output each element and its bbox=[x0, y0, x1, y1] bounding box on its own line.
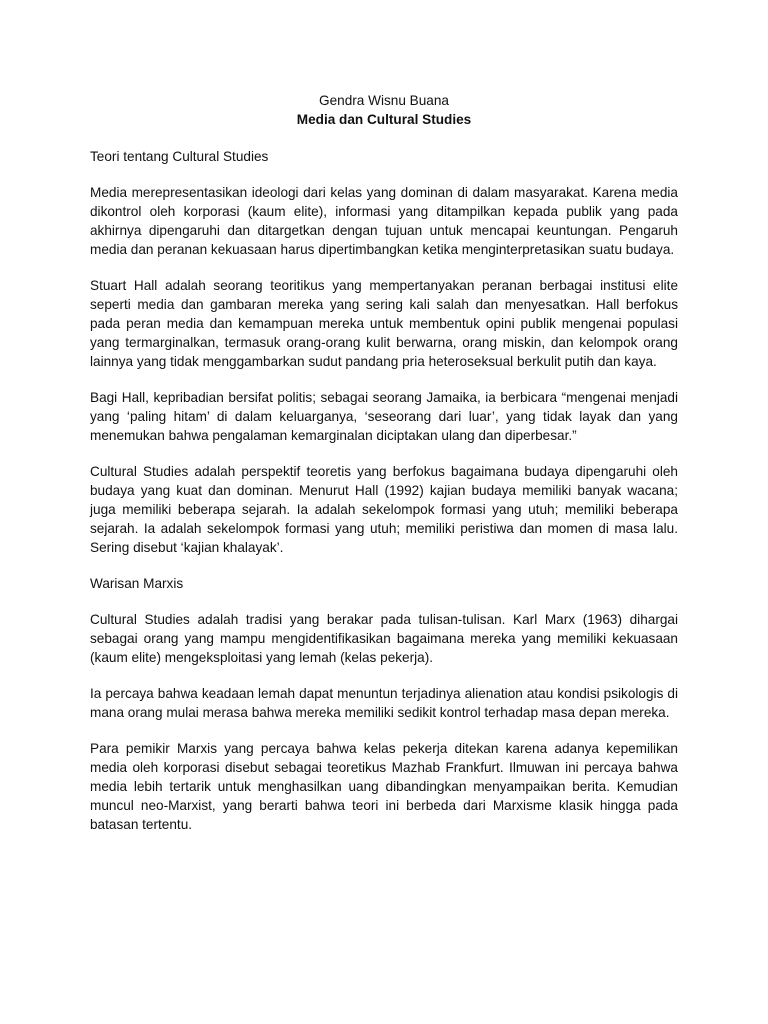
section-heading: Teori tentang Cultural Studies bbox=[90, 149, 269, 164]
paragraph: Ia percaya bahwa keadaan lemah dapat menuntun terjadinya alienation atau kondisi psikologis di mana orang mulai merasa bahwa mereka memiliki sedikit kontrol terhadap masa depan mereka. bbox=[90, 686, 678, 720]
document-title: Media dan Cultural Studies bbox=[296, 112, 472, 127]
paragraph: Cultural Studies adalah perspektif teoretis yang berfokus bagaimana budaya dipengaruhi oleh budaya yang kuat dan dominan. Menurut Hall (1992) kajian budaya memiliki banyak wacana; juga memiliki beberapa sejarah. Ia adalah sekelompok formasi yang utuh; memiliki beberapa sejarah. Ia adalah sekelompok formasi yang utuh; memiliki peristiwa dan momen di masa lalu. Sering disebut ‘kajian khalayak’. bbox=[90, 464, 678, 555]
paragraph: Cultural Studies adalah tradisi yang berakar pada tulisan-tulisan. Karl Marx (1963) dihargai sebagai orang yang mampu mengidentifikasikan bagaimana mereka yang memiliki kekuasaan (kaum elite) mengeksploitasi yang lemah (kelas pekerja). bbox=[90, 612, 678, 665]
paragraph: Para pemikir Marxis yang percaya bahwa kelas pekerja ditekan karena adanya kepemilikan media oleh korporasi disebut sebagai teoretikus Mazhab Frankfurt. Ilmuwan ini percaya bahwa media lebih tertarik untuk menghasilkan uang dibandingkan menyampaikan berita. Kemudian muncul neo-Marxist, yang berarti bahwa teori ini berbeda dari Marxisme klasik hingga pada batasan tertentu. bbox=[90, 741, 678, 832]
document-page bbox=[90, 91, 678, 834]
paragraph: Stuart Hall adalah seorang teoritikus yang mempertanyakan peranan berbagai institusi elite seperti media dan gambaran mereka yang sering kali salah dan menyesatkan. Hall berfokus pada peran media dan kemampuan mereka untuk membentuk opini publik mengenai populasi yang termarginalkan, termasuk orang-orang kulit berwarna, orang miskin, dan kelompok orang lainnya yang tidak menggambarkan sudut pandang pria heteroseksual berkulit putih dan kaya. bbox=[90, 278, 678, 369]
paragraph: Bagi Hall, kepribadian bersifat politis; sebagai seorang Jamaika, ia berbicara “mengenai menjadi yang ‘paling hitam’ di dalam keluarganya, ‘seseorang dari luar’, yang tidak layak dan yang menemukan bahwa pengalaman kemarginalan diciptakan ulang dan diperbesar.” bbox=[90, 390, 678, 443]
section-teori bbox=[90, 147, 678, 557]
paragraph: Media merepresentasikan ideologi dari kelas yang dominan di dalam masyarakat. Karena media dikontrol oleh korporasi (kaum elite), informasi yang ditampilkan kepada publik yang pada akhirnya dipengaruhi dan ditargetkan dengan tujuan untuk mencapai keuntungan. Pengaruh media dan peranan kekuasaan harus dipertimbangkan ketika menginterpretasikan suatu budaya. bbox=[90, 185, 678, 257]
section-marxis bbox=[90, 574, 678, 834]
section-heading: Warisan Marxis bbox=[90, 576, 184, 591]
author-name: Gendra Wisnu Buana bbox=[319, 93, 449, 108]
